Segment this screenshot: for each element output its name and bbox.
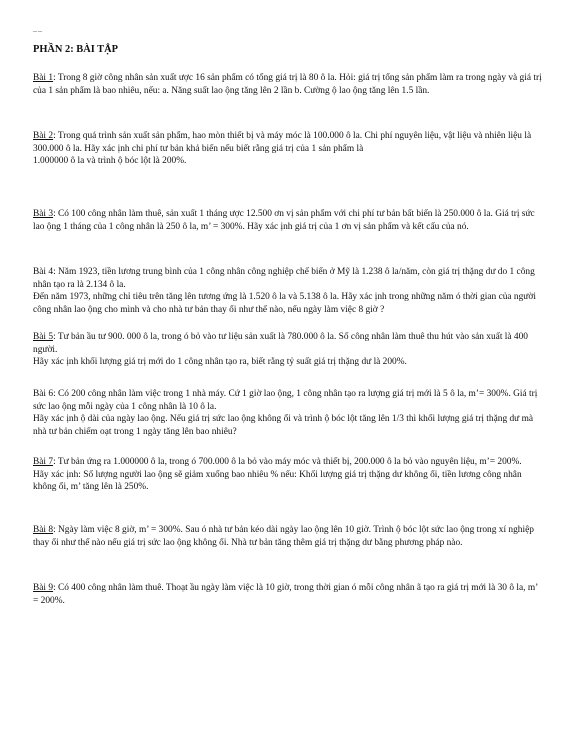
exercise-4 [33, 266, 543, 316]
exercise-text: : Trong 8 giờ công nhân sản xuất ược 16 sản phẩm có tổng giá trị là 80 ô la. Hỏi: giá trị tổng sản phẩm làm ra trong ngày và giá trị của 1 sản phẩm là bao nhiêu, nếu: a. Năng suất lao ộng tăng lên 2 lần b. Cường ộ lao ộng tăng lên 1.5 lần. [33, 73, 542, 96]
exercise-paragraph [33, 469, 543, 494]
exercise-text: : Có 400 công nhân làm thuê. Thoạt ầu ngày làm việc là 10 giờ, trong thời gian ó mỗi công nhân ã tạo ra giá trị mới là 30 ô la, m’ = 200%. [33, 583, 538, 606]
exercise-5 [33, 331, 543, 369]
exercise-text: : Trong quá trình sản xuất sản phẩm, hao mòn thiết bị và máy móc là 100.000 ô la. Chi phí nguyên liệu, vật liệu và nhiên liệu là 300.000 ô la. Hãy xác ịnh chi phí tư bản khả biến nếu biết rằng giá trị của 1 sản phẩm là [33, 131, 532, 154]
exercise-label: Bài 6 [33, 389, 54, 399]
exercise-paragraph [33, 130, 543, 155]
exercise-label: Bài 9 [33, 583, 54, 593]
exercise-paragraph [33, 413, 543, 438]
exercise-text: : Có 100 công nhân làm thuê, sản xuất 1 tháng ược 12.500 ơn vị sản phẩm với chi phí tư bản bất biến là 250.000 ô la. Giá trị sức lao ộng 1 tháng của 1 công nhân là 250 ô la, m’ = 300%. Hãy xác ịnh giá trị của 1 ơn vị sản phẩm và kết cấu của nó. [33, 209, 535, 232]
exercise-paragraph [33, 456, 543, 469]
exercise-label: Bài 3 [33, 209, 54, 219]
exercise-3 [33, 208, 543, 233]
exercise-paragraph [33, 356, 543, 369]
exercise-text: Hãy xác ịnh: Số lượng người lao ộng sẽ giảm xuống bao nhiêu % nếu: Khối lượng giá trị thặng dư không ổi, tiền lương công nhân không ổi, m’ tăng lên là 250%. [33, 469, 522, 493]
exercise-text: 1.000000 ô la và trình ộ bóc lột là 200%. [33, 156, 187, 167]
exercise-paragraph [33, 208, 543, 233]
exercise-label: Bài 8 [33, 525, 54, 535]
exercise-text: Đến năm 1973, những chỉ tiêu trên tăng lên tương ứng là 1.520 ô la và 5.138 ô la. Hãy xác ịnh trong những năm ó thời gian của người công nhân lao ộng cho mình và cho nhà tư bản thay ổi như thế nào, nếu ngày làm việc 8 giờ ? [33, 292, 536, 315]
top-mark: –– [33, 26, 43, 35]
exercise-label: Bài 1 [33, 73, 54, 83]
exercise-paragraph [33, 155, 543, 168]
exercise-paragraph [33, 582, 543, 607]
exercise-text: : Tư bản ứng ra 1.000000 ô la, trong ó 700.000 ô la bỏ vào máy móc và thiết bị, 200.000 ô la bỏ vào nguyên liệu, m’= 200%. [53, 457, 522, 467]
exercise-text: : Có 200 công nhân làm việc trong 1 nhà máy. Cứ 1 giờ lao ộng, 1 công nhân tạo ra lượng giá trị mới là 5 ô la, m’= 300%. Giá trị sức lao ộng mỗi ngày của 1 công nhân là 10 ô la. [33, 389, 538, 412]
exercise-paragraph [33, 388, 543, 413]
exercise-1 [33, 72, 543, 97]
exercise-text: : Ngày làm việc 8 giờ, m’ = 300%. Sau ó nhà tư bản kéo dài ngày lao ộng lên 10 giờ. Trình ộ bóc lột sức lao ộng trong xí nghiệp thay ổi như thế nào nếu giá trị sức lao ộng không ổi. Nhà tư bản tăng thêm giá trị thặng dư bằng phương pháp nào. [33, 525, 534, 548]
exercise-label: Bài 5 [33, 332, 54, 342]
exercise-7 [33, 456, 543, 494]
section-heading: PHẦN 2: BÀI TẬP [33, 44, 118, 55]
exercise-text: : Năm 1923, tiền lương trung bình của 1 công nhân công nghiệp chế biến ở Mỹ là 1.238 ô la/năm, còn giá trị thặng dư do 1 công nhân tạo ra là 2.134 ô la. [33, 267, 535, 290]
exercise-paragraph [33, 291, 543, 316]
exercise-2 [33, 130, 543, 168]
exercise-6 [33, 388, 543, 438]
exercise-9 [33, 582, 543, 607]
exercise-paragraph [33, 524, 543, 549]
exercise-label: Bài 2 [33, 131, 54, 141]
exercise-text: Hãy xác ịnh ộ dài của ngày lao ộng. Nếu giá trị sức lao ộng không ổi và trình ộ bóc lột tăng lên 1/3 thì khối lượng giá trị thặng dư mà nhà tư bản chiếm oạt trong 1 ngày tăng lên bao nhiêu? [33, 414, 534, 437]
exercise-paragraph [33, 331, 543, 356]
exercise-paragraph [33, 266, 543, 291]
exercise-label: Bài 4 [33, 267, 54, 277]
exercise-label: Bài 7 [33, 457, 54, 467]
exercise-text: : Tư bản ầu tư 900. 000 ô la, trong ó bỏ vào tư liệu sản xuất là 780.000 ô la. Số công nhân làm thuê thu hút vào sản xuất là 400 người. [33, 332, 528, 355]
exercise-8 [33, 524, 543, 549]
exercise-paragraph [33, 72, 543, 97]
exercise-text: Hãy xác ịnh khối lượng giá trị mới do 1 công nhân tạo ra, biết rằng tỷ suất giá trị thặng dư là 200%. [33, 357, 407, 368]
